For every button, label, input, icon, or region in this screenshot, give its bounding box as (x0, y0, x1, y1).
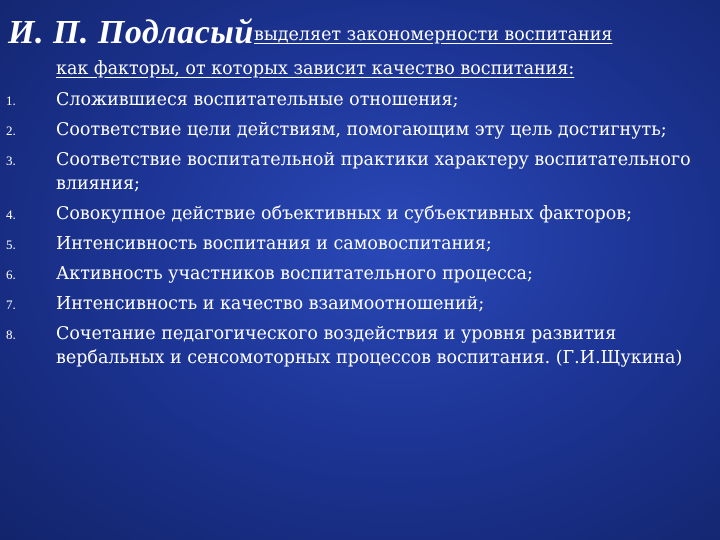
list-text: Сочетание педагогического воздействия и уровня развития вербальных и сенсомоторных процессов воспитания. (Г.И.Щукина) (56, 324, 683, 368)
list-item (0, 202, 700, 226)
list-item (0, 292, 700, 316)
list-text: Соответствие воспитательной практики характеру воспитательного влияния; (56, 150, 691, 194)
list-number: 6. (6, 267, 16, 282)
title-author: И. П. Подласый (8, 14, 254, 51)
list-text: Совокупное действие объективных и субъективных факторов; (56, 204, 633, 224)
list-text: Интенсивность воспитания и самовоспитания; (56, 234, 492, 254)
list-number: 5. (6, 237, 16, 252)
title-text: выделяет закономерности воспитания (254, 25, 613, 45)
list-item (0, 88, 700, 112)
list-number: 8. (6, 327, 16, 342)
list-item (0, 148, 700, 196)
list-text: Соответствие цели действиям, помогающим эту цель достигнуть; (56, 120, 667, 140)
factor-list (0, 88, 700, 376)
list-item (0, 262, 700, 286)
list-number: 1. (6, 93, 16, 108)
list-number: 7. (6, 297, 16, 312)
list-item (0, 118, 700, 142)
list-text: Интенсивность и качество взаимоотношений; (56, 294, 485, 314)
list-text: Сложившиеся воспитательные отношения; (56, 90, 459, 110)
list-item (0, 232, 700, 256)
list-number: 2. (6, 123, 16, 138)
list-number: 4. (6, 207, 16, 222)
list-number: 3. (6, 153, 16, 168)
title-continuation: как факторы, от которых зависит качество воспитания: (56, 59, 575, 79)
list-text: Активность участников воспитательного процесса; (56, 264, 533, 284)
title-line (8, 14, 714, 54)
list-item (0, 322, 700, 370)
